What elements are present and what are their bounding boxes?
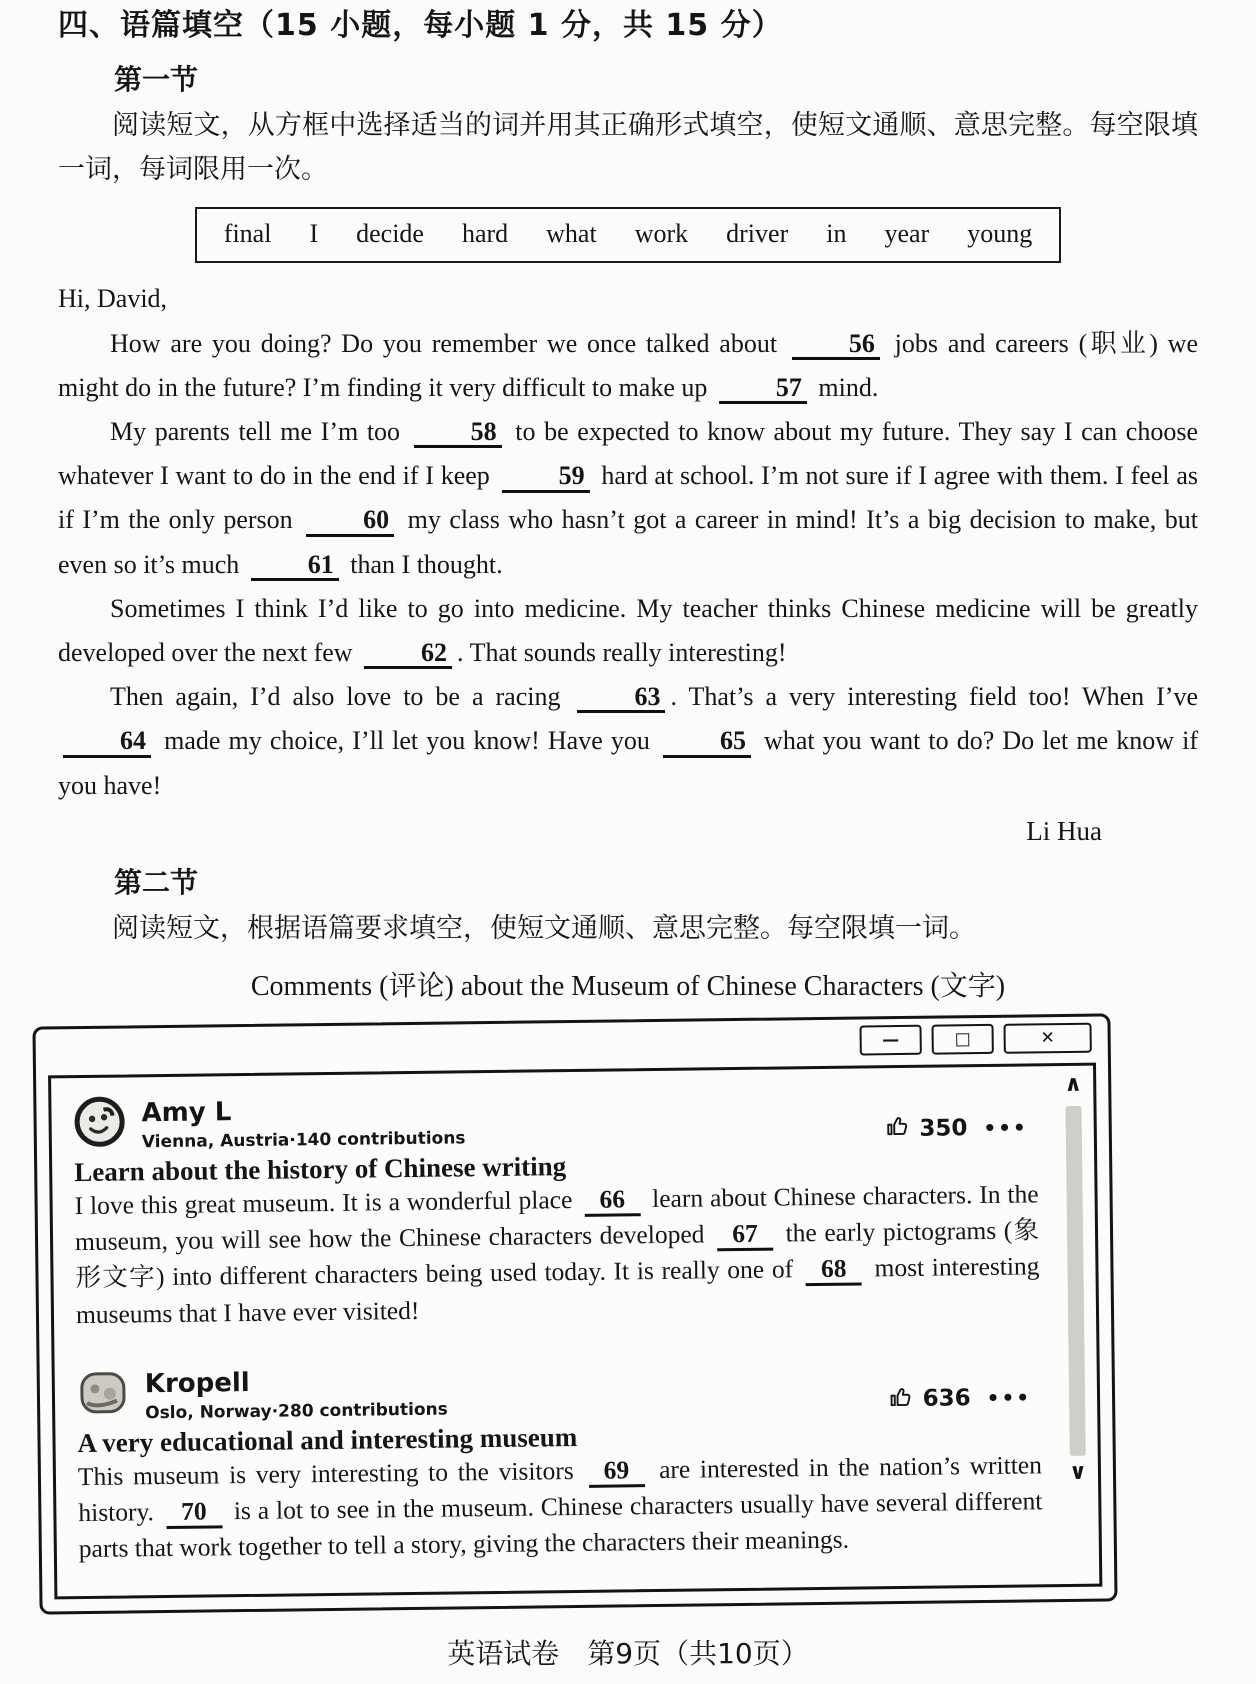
blank-56: 56 (792, 330, 880, 360)
word-bank-item: young (967, 219, 1033, 249)
blank-59: 59 (502, 462, 590, 492)
review-header (77, 1356, 1042, 1425)
restore-button[interactable] (931, 1024, 993, 1055)
reviewer-location: Vienna, Austria·140 contributions (141, 1128, 466, 1153)
blank-62: 62 (364, 639, 452, 669)
scrollbar-thumb[interactable] (1065, 1106, 1085, 1456)
word-bank (195, 207, 1061, 263)
part1-label: 第一节 (114, 63, 199, 96)
review-amy (73, 1085, 1040, 1334)
blank-68: 68 (806, 1256, 862, 1286)
blank-66: 66 (584, 1187, 640, 1217)
close-button[interactable] (1003, 1023, 1091, 1054)
word-bank-item: what (546, 219, 597, 249)
word-bank-item: hard (461, 219, 509, 249)
avatar (73, 1096, 126, 1154)
blank-70: 70 (166, 1499, 222, 1529)
blank-57: 57 (719, 374, 807, 404)
restore-icon: □ (954, 1029, 971, 1050)
reviewer-name: Amy L (141, 1097, 232, 1129)
more-options-icon[interactable]: ••• (983, 1115, 1028, 1140)
word-bank-item: final (223, 219, 272, 249)
review-body: This museum is very interesting to the visitors 69 are interested in the nation’s written history. 70 is a lot to see in the museum. Chinese characters usually have several different parts that work together to tell a story, giving the characters their meanings. (77, 1450, 1043, 1564)
thumbs-up-icon[interactable] (889, 1385, 913, 1414)
letter-paragraph: How are you doing? Do you remember we once talked about 56 jobs and careers (职业) we might do in the future? I’m finding it very difficult to make up 57 mind. (58, 322, 1198, 410)
word-bank-item: driver (726, 219, 789, 249)
letter-paragraph: Then again, I’d also love to be a racing 63 . That’s a very interesting field too! When I’ve 64 made my choice, I’ll let you know! Have you 65 what you want to do? Do let me know if you have! (58, 682, 1199, 800)
blank-63: 63 (577, 683, 665, 713)
reviewer-location: Oslo, Norway·280 contributions (145, 1399, 448, 1424)
letter-paragraphs (58, 322, 1198, 808)
more-options-icon[interactable]: ••• (986, 1386, 1032, 1411)
like-count: 350 (919, 1115, 968, 1142)
review-body: I love this great museum. It is a wonderful place 66 learn about Chinese characters. In the museum, you will see how the Chinese characters developed 67 the early pictograms (象形文字) into different characters being used today. It is really one of 68 most interesting museums that I have ever visited! (74, 1179, 1040, 1330)
scroll-down-icon[interactable]: ∨ (1068, 1460, 1088, 1486)
comments-title: Comments (评论) about the Museum of Chinese Characters (文字) (250, 971, 1006, 1003)
avatar (77, 1367, 130, 1425)
scrollbar[interactable] (1060, 1074, 1092, 1576)
blank-61: 61 (251, 551, 339, 581)
scroll-up-icon[interactable]: ∧ (1064, 1072, 1083, 1098)
letter-signature: Li Hua (1026, 815, 1102, 846)
word-bank-item: year (884, 219, 930, 249)
part2-instructions: 阅读短文，根据语篇要求填空，使短文通顺、意思完整。每空限填一词。 (112, 912, 976, 943)
letter-paragraph: My parents tell me I’m too 58 to be expected to know about my future. They say I can choose whatever I want to do in the end if I keep 59 hard at school. I’m not sure if I agree with them. I feel as if I’m the only person 60 my class who hasn’t got a career in mind! It’s a big decision to make, but even so it’s much 61 than I thought. (58, 410, 1198, 587)
page-footer: 英语试卷 第9页（共10页） (447, 1637, 809, 1671)
reviewer-name: Kropell (144, 1368, 250, 1400)
review-heading: Learn about the history of Chinese writing (74, 1151, 567, 1188)
blank-60: 60 (306, 506, 394, 536)
word-bank-item: decide (356, 219, 424, 249)
letter-paragraph: Sometimes I think I’d like to go into medicine. My teacher thinks Chinese medicine will be greatly developed over the next few 62 . That sounds really interesting! (58, 587, 1198, 675)
letter (58, 277, 1198, 846)
part1-instructions: 阅读短文，从方框中选择适当的词并用其正确形式填空，使短文通顺、意思完整。每空限填一词，每词限用一次。 (58, 110, 1198, 184)
blank-65: 65 (663, 727, 751, 757)
section-title: 四、语篇填空（15 小题，每小题 1 分，共 15 分） (58, 8, 783, 43)
window-titlebar (859, 1023, 1091, 1056)
blank-67: 67 (717, 1221, 773, 1251)
thumbs-up-icon[interactable] (885, 1114, 909, 1143)
comments-content (48, 1063, 1102, 1600)
minimize-button[interactable] (859, 1025, 921, 1056)
word-bank-item: work (634, 219, 689, 249)
like-block (885, 1113, 1038, 1144)
like-count: 636 (922, 1385, 971, 1413)
part2-label: 第二节 (114, 865, 199, 899)
minimize-icon: — (882, 1030, 900, 1051)
review-header (73, 1085, 1038, 1154)
word-bank-item: I (309, 219, 319, 249)
reviewer-info (141, 1096, 465, 1153)
review-heading: A very educational and interesting museum (77, 1422, 578, 1459)
reviewer-info (145, 1367, 448, 1424)
close-icon: ✕ (1040, 1028, 1055, 1049)
blank-69: 69 (588, 1457, 644, 1487)
blank-58: 58 (414, 418, 502, 448)
letter-greeting: Hi, David, (58, 284, 168, 314)
blank-64: 64 (63, 727, 151, 757)
review-kropell (77, 1356, 1043, 1568)
like-block (889, 1384, 1042, 1415)
comments-window (32, 1014, 1117, 1615)
word-bank-item: in (826, 219, 847, 249)
